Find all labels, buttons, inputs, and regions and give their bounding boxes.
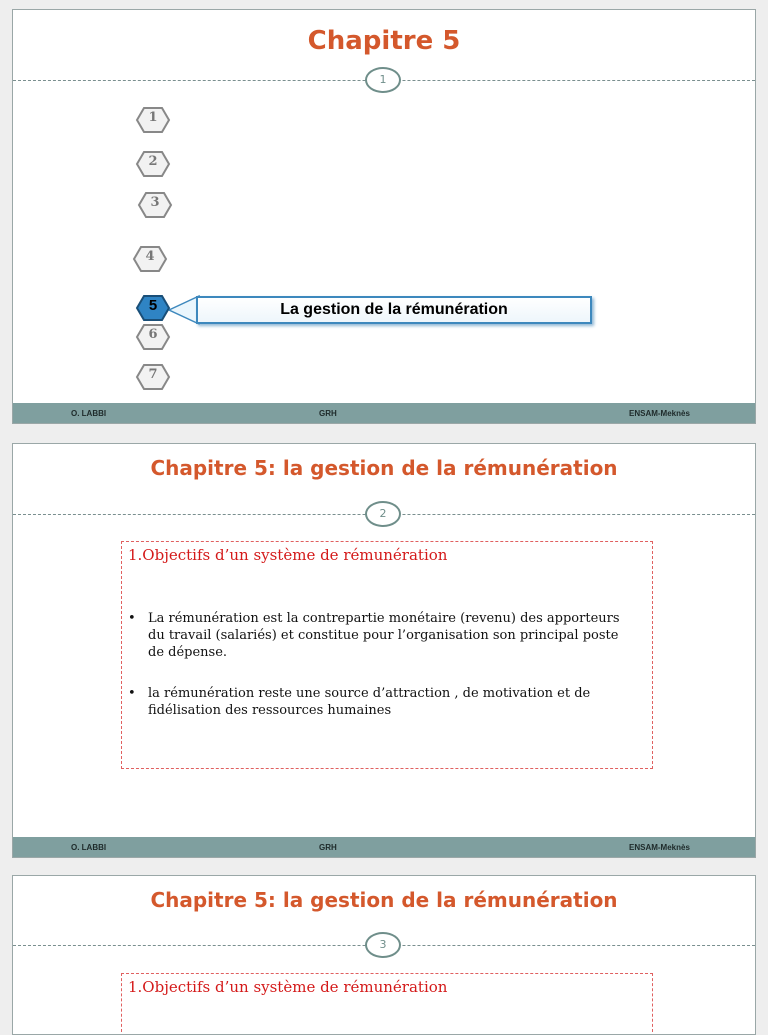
section-title: 1.Objectifs d’un système de rémunération — [128, 978, 448, 996]
page-number: 3 — [365, 932, 401, 958]
content-box — [121, 541, 653, 769]
slide-2 — [12, 443, 756, 858]
slide-3 — [12, 875, 756, 1035]
bullet-dot: • — [128, 611, 136, 626]
footer-author: O. LABBI — [71, 843, 107, 852]
chapter-item-number: 1 — [148, 110, 158, 125]
bullet-item — [128, 610, 628, 661]
chapter-item-5-active[interactable] — [135, 294, 171, 322]
section-title: 1.Objectifs d’un système de rémunération — [128, 546, 448, 564]
slide-1 — [12, 9, 756, 424]
page-number: 2 — [365, 501, 401, 527]
bullet-text: La rémunération est la contrepartie monétaire (revenu) des apporteurs du travail (salariés) et constitue pour l’organisation son principal poste de dépense. — [148, 611, 620, 660]
footer-school: ENSAM-Meknès — [629, 843, 690, 852]
chapter-item-number: 4 — [145, 249, 155, 264]
footer-course: GRH — [319, 843, 337, 852]
page-number: 1 — [365, 67, 401, 93]
bullet-text: la rémunération reste une source d’attraction , de motivation et de fidélisation des ressources humaines — [148, 686, 591, 718]
footer-course: GRH — [319, 409, 337, 418]
slide-footer — [13, 403, 755, 423]
bullet-dot: • — [128, 686, 136, 701]
chapter-item-2[interactable] — [135, 150, 171, 178]
slide-title: Chapitre 5 — [307, 26, 461, 56]
chapter-item-1[interactable] — [135, 106, 171, 134]
chapter-item-number: 3 — [150, 195, 160, 210]
chapter-item-3[interactable] — [137, 191, 173, 219]
chapter-item-4[interactable] — [132, 245, 168, 273]
footer-school: ENSAM-Meknès — [629, 409, 690, 418]
slide-footer — [13, 837, 755, 857]
chapter-item-number: 2 — [148, 154, 158, 169]
active-chapter-banner[interactable]: La gestion de la rémunération — [196, 296, 592, 324]
content-box — [121, 973, 653, 1035]
bullet-item — [128, 685, 628, 719]
chapter-item-number: 6 — [148, 327, 158, 342]
chapter-item-number: 7 — [148, 367, 158, 382]
footer-author: O. LABBI — [71, 409, 107, 418]
chapter-item-7[interactable] — [135, 363, 171, 391]
chapter-item-6[interactable] — [135, 323, 171, 351]
slide-title: Chapitre 5: la gestion de la rémunération — [150, 888, 618, 912]
slide-title: Chapitre 5: la gestion de la rémunération — [150, 456, 618, 480]
chapter-item-number: 5 — [148, 297, 158, 314]
